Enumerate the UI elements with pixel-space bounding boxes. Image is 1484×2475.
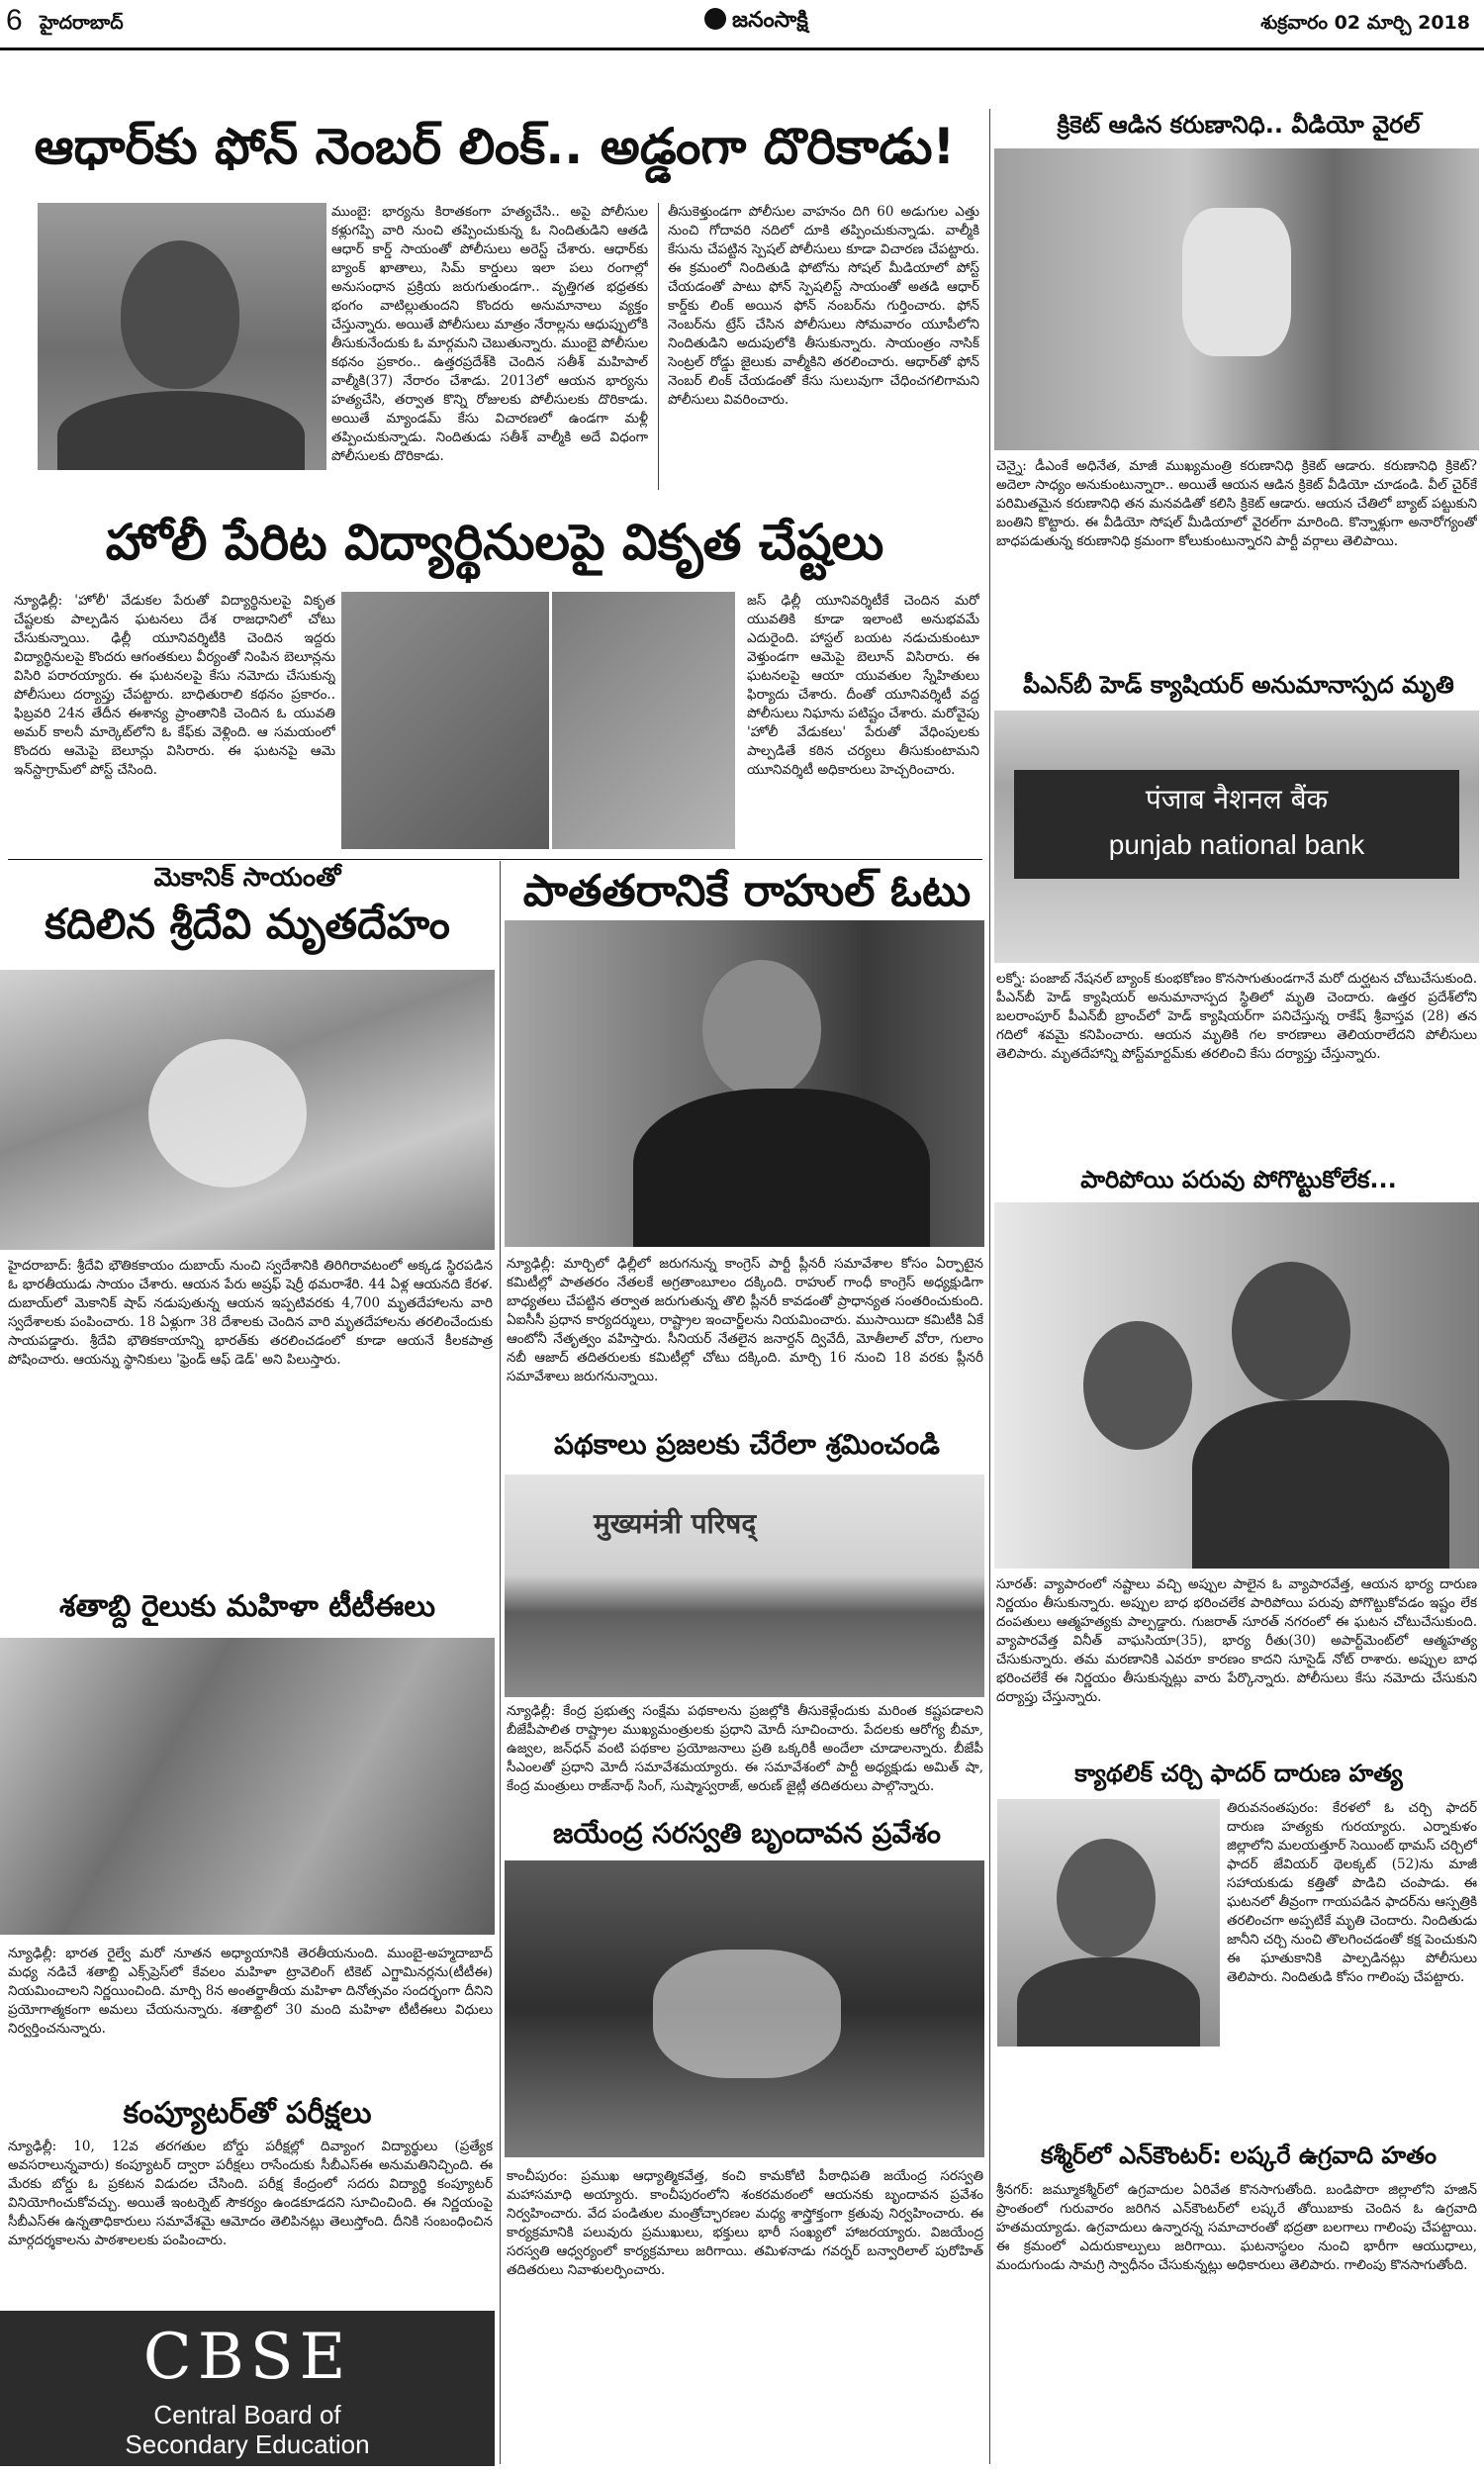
masthead-logo-icon bbox=[704, 8, 726, 30]
priest-photo bbox=[997, 1799, 1220, 2047]
shatabdi-photo bbox=[0, 1638, 495, 1935]
pnb-sign-english: punjab national bank bbox=[1108, 829, 1365, 860]
karunanidhi-body: చెన్నై: డీఎంకే అధినేత, మాజీ ముఖ్యమంత్రి కరుణానిధి క్రికెట్ ఆడారు. కరుణానిధి క్రికెట్? అదెలా సాధ్యం అనుకుంటున్నారా.. అయితే ఆయన ఆడిన క్రికెట్ వీడియో చూడండి. వీల్ చైర్‌కే పరిమితమైన కరుణానిధి తన మనవడితో కలిసి క్రికెట్ ఆడారు. ఆయన చేతిలో బ్యాట్ పట్టుకుని బంతిని కొట్టారు. ఈ వీడియో సోషల్ మీడియాలో వైరల్‌గా మారింది. కొన్నాళ్లుగా అనారోగ్యంతో బాధపడుతున్న కరుణానిధి క్రమంగా కోలుకుంటున్నారని పార్టీ వర్గాలు తెలిపాయి. bbox=[996, 458, 1477, 549]
holi-photo-left bbox=[341, 592, 549, 849]
rahul-body: న్యూఢిల్లీ: మార్చిలో ఢిల్లీలో జరుగనున్న కాంగ్రెస్ పార్టీ ప్లీనరీ సమావేశాల కోసం ఏర్పాటైన కమిటీల్లో పాతతరం నేతలకే అగ్రతాంబూలం దక్కింది. రాహుల్ గాంధీ కాంగ్రెస్ అధ్యక్షుడిగా బాధ్యతలు చేపట్టిన తర్వాత జరుగుతున్న తొలి ప్లీనరీ కావడంతో ప్రాధాన్యత సంతరించుకుంది. ఏఐసీసీ ప్రధాన కార్యదర్శులు, రాష్ట్రాల ఇంచార్జ్‌లను నియమించారు. ముసాయిదా కమిటీకి ఏకే ఆంటోనీ నేతృత్వం వహిస్తారు. సీనియర్ నేతలైన జనార్దన్ ద్వివేదీ, మోతీలాల్ వోరా, గులాం నబీ ఆజాద్ తదితరులకు కమిటీల్లో చోటు దక్కింది. మార్చి 16 నుంచి 18 వరకు ప్లీనరీ సమావేశాలు జరుగనున్నాయి. bbox=[507, 1256, 983, 1384]
jayendra-headline: జయేంద్ర సరస్వతి బృందావన ప్రవేశం bbox=[553, 1817, 941, 1850]
jayendra-body: కాంచీపురం: ప్రముఖ ఆధ్యాత్మికవేత్త, కంచి కామకోటి పీఠాధిపతి జయేంద్ర సరస్వతి మహాసమాధి అయ్యారు. కాంచీపురంలోని శంకరమఠంలో ఆయనకు బృందావన ప్రవేశం నిర్వహించారు. వేద పండితుల మంత్రోచ్ఛారణల మధ్య శాస్త్రోక్తంగా క్రతువు నిర్వహించారు. ఈ కార్యక్రమానికి పలువురు ప్రముఖులు, భక్తులు భారీ సంఖ్యలో హాజరయ్యారు. విజయేంద్ర సరస్వతి ఆధ్వర్యంలో కార్యక్రమాలు జరిగాయి. తమిళనాడు గవర్నర్ బన్వారిలాల్ పురోహిత్ తదితరులు నివాళులర్పించారు. bbox=[507, 2168, 983, 2278]
surat-body: సూరత్: వ్యాపారంలో నష్టాలు వచ్చి అప్పుల పాలైన ఓ వ్యాపారవేత్త, ఆయన భార్య దారుణ నిర్ణయం తీసుకున్నారు. అప్పుల బాధ భరించలేక పారిపోయి పరువు పోగొట్టుకోవడం ఇష్టం లేక దంపతులు ఆత్మహత్యకు పాల్పడ్డారు. గుజరాత్ సూరత్ నగరంలో ఈ ఘటన చోటుచేసుకుంది. వ్యాపారవేత్త వినీత్ వాఘసియా(35), భార్య రీతు(30) అపార్ట్‌మెంట్‌లో ఆత్మహత్య చేసుకున్నారు. తమ మరణానికి ఎవరూ కారణం కాదని సూసైడ్ నోట్ రాశారు. అప్పుల బాధ భరించలేకే ఈ నిర్ణయం తీసుకున్నట్లు వారు పేర్కొన్నారు. పోలీసులు కేసు నమోదు చేసుకుని దర్యాప్తు చేస్తున్నారు. bbox=[996, 1576, 1477, 1705]
section-name: హైదరాబాద్ bbox=[40, 12, 124, 34]
schemes-photo bbox=[505, 1475, 984, 1697]
schemes-headline: పథకాలు ప్రజలకు చేరేలా శ్రమించండి bbox=[554, 1428, 940, 1461]
cbse-logo-line2: Secondary Education bbox=[125, 2429, 370, 2459]
middle-column-divider bbox=[500, 861, 501, 2464]
sridevi-headline: కదిలిన శ్రీదేవి మృతదేహం bbox=[45, 900, 450, 948]
aadhaar-body-col2: తీసుకెళ్తుండగా పోలీసుల వాహనం దిగి 60 అడుగుల ఎత్తు నుంచి గోదావరి నదిలో దూకి తప్పించుకున్నాడు. వాల్మీకి కేసును చేపట్టిన స్పెషల్ పోలీసులు కూడా విచారణ చేపట్టారు. ఈ క్రమంలో నిందితుడి ఫోటోను సోషల్ మీడియాలో పోస్ట్ చేయడంతో పాటు ఫోన్ స్పెషలిస్ట్ సాయంతో అతడి ఆధార్ కార్డ్‌కు లింక్ అయిన ఫోన్ నంబర్‌ను గుర్తించారు. ఫోన్ నెంబర్‌ను ట్రేస్ చేసిన పోలీసులు సోమవారం యూపీలోని నిందితుడిని అదుపులోకి తీసుకున్నారు. సాయంత్రం నాసిక్ సెంట్రల్ రోడ్డు జైలుకు వాల్మీకిని తరలించారు. ఆధార్‌తో ఫోన్ నెంబర్ లింక్ చేయడంతో కేసు సులువుగా చేధించగలిగామని పోలీసులు వివరించారు. bbox=[668, 204, 979, 408]
aadhaar-suspect-photo bbox=[38, 203, 326, 470]
masthead: జనంసాక్షి bbox=[732, 8, 808, 33]
aadhaar-headline: ఆధార్‌కు ఫోన్ నెంబర్ లింక్.. అడ్డంగా దొరికాడు! bbox=[34, 118, 956, 175]
aadhaar-body-col1: ముంబై: భార్యను కిరాతకంగా హత్యచేసి.. అపై పోలీసుల కళ్లుగప్పి వారి నుంచి తప్పించుకున్న ఓ నిందితుడిని ఆతడి ఆధార్ కార్డ్ సాయంతో పోలీసులు అరెస్ట్ చేశారు. ఆధార్‌కు బ్యాంక్ ఖాతాలు, సిమ్ కార్డులు ఇలా పలు రంగాల్లో అనుసంధాన ప్రక్రియ జరుగుతుండగా.. వృత్తిగత భధ్రతకు భంగం వాటిల్లుతుందని కొందరు అనుమానాలు వ్యక్తం చేస్తున్నారు. అయితే పోలీసులు మాత్రం నేరాల్లను ఆధుప్పులోకి తీసుకునేందుకు ఓ మార్గమని చెబుతున్నారు. ముంబై పోలీసుల కథనం ప్రకారం.. ఉత్తరప్రదేశ్‌కి చెందిన సతీశ్ మహిపాల్ వాల్మీకి(37) నేరారం చేశాడు. 2013లో ఆయన భార్యను హత్యచేసి, తర్వాత కొన్ని రోజులకు పోలీసులకు దొరికాడు. అయితే మ్యాండమ్ కేసు విచారణలో ఉండగా మళ్లీ తప్పించుకున్నాడు. నిందితుడు సతీశ్ వాల్మీకి అదే విధంగా పోలీసులకు దొరికాడు. bbox=[331, 204, 648, 464]
cbse-logo bbox=[0, 2311, 495, 2466]
rahul-photo bbox=[505, 920, 984, 1247]
rahul-headline: పాతతరానికే రాహుల్ ఓటు bbox=[522, 866, 972, 916]
jayendra-photo bbox=[505, 1860, 984, 2157]
issue-date: శుక్రవారం 02 మార్చి 2018 bbox=[1260, 12, 1470, 34]
header-rule bbox=[0, 48, 1484, 50]
surat-couple-photo bbox=[994, 1202, 1479, 1569]
priest-headline: క్యాథలిక్ చర్చి ఫాదర్ దారుణ హత్య bbox=[1074, 1760, 1403, 1787]
aadhaar-col-divider bbox=[658, 203, 659, 490]
pnb-sign-hindi: पंजाब नैशनल बैंक bbox=[1145, 783, 1329, 815]
holi-headline: హోలీ పేరిట విద్యార్థినులపై వికృత చేష్టలు bbox=[105, 514, 884, 571]
surat-headline: పారిపోయి పరువు పోగొట్టుకోలేక... bbox=[1080, 1166, 1397, 1193]
karunanidhi-headline: క్రికెట్ ఆడిన కరుణానిధి.. వీడియో వైరల్ bbox=[1057, 111, 1421, 139]
priest-body: తిరువనంతపురం: కేరళలో ఓ చర్చి ఫాదర్ దారుణ హత్యకు గురయ్యారు. ఎర్నాకుళం జిల్లాలోని మలయత్తూర్ సెయింట్ థామస్ చర్చిలో ఫాదర్ జేవియర్ థెలక్కట్ (52)ను మాజీ సహాయకుడు కత్తితో పొడిచి చంపాడు. ఈ ఘటనలో తీవ్రంగా గాయపడిన ఫాదర్‌ను ఆస్పత్రికి తరలించగా అప్పటికే మృతి చెందారు. నిందితుడు జానీని చర్చి నుంచి తొలగించడంతో కక్ష పెంచుకుని ఈ ఘాతుకానికి పాల్పడినట్లు పోలీసులు తెలిపారు. నిందితుడి కోసం గాలింపు చేపట్టారు. bbox=[1227, 1800, 1477, 1985]
page-header bbox=[0, 0, 1484, 49]
sridevi-body: హైదరాబాద్: శ్రీదేవి భౌతికకాయం దుబాయ్ నుంచి స్వదేశానికి తిరిగిరావటంలో అక్కడ స్థిరపడిన ఓ భారతీయుడు సాయం చేశారు. ఆయన పేరు అష్రఫ్ షెర్రీ థమరాశేరి. 44 ఏళ్ల ఆయనది కేరళ. దుబాయ్‌లో మెకానిక్ షాప్ నడుపుతున్న ఆయన ఇప్పటివరకు 4,700 మృతదేహాలను వారి స్వదేశాలకు పంపించారు. 18 ఏళ్లుగా 38 దేశాలకు చెందిన వారి మృతదేహాలను తరలించేందుకు సాయపడ్డారు. శ్రీదేవి భౌతికకాయాన్ని భారత్‌కు తరలించడంలో కూడా ఆయనే కీలకపాత్ర పోషించారు. ఆయన్ను స్థానికులు 'ఫ్రెండ్ ఆఫ్ డెడ్' అని పిలుస్తారు. bbox=[8, 1258, 493, 1368]
page-number: 6 bbox=[6, 4, 23, 37]
kashmir-body: శ్రీనగర్: జమ్మూకశ్మీర్‌లో ఉగ్రవాదుల ఏరివేత కొనసాగుతోంది. బండిపొరా జిల్లాలోని హజిన్ ప్రాంతంలో గురువారం జరిగిన ఎన్‌కౌంటర్‌లో లష్కరే తోయిబాకు చెందిన ఓ ఉగ్రవాది హతమయ్యాడు. ఉగ్రవాదులు ఉన్నారన్న సమాచారంతో భద్రతా బలగాలు గాలింపు చేపట్టాయి. ఈ క్రమంలో ఎదురుకాల్పులు జరిగాయి. ఘటనాస్థలం నుంచి భారీగా ఆయుధాలు, మందుగుండు సామగ్రి స్వాధీనం చేసుకున్నట్లు అధికారులు తెలిపారు. గాలింపు కొనసాగుతోంది. bbox=[996, 2182, 1477, 2273]
schemes-banner: मुख्यमंत्री परिषद् bbox=[594, 1507, 757, 1540]
holi-body-col2: జస్ ఢిల్లీ యూనివర్శిటీకే చెందిన మరో యువతికి కూడా ఇలాంటి అనుభవమే ఎదురైంది. హాస్టల్ బయట నడుచుకుంటూ వెళ్తుండగా ఆమెపై బెలూన్ విసిరారు. ఈ ఘటనలపై ఆయా యువతుల స్నేహితులు ఫిర్యాదు చేశారు. దీంతో యూనివర్శిటీ వద్ద పోలీసులు నిఘాను పటిష్టం చేశారు. మరోవైపు 'హోలీ వేడుకలు' పేరుతో వేధింపులకు పాల్పడితే కఠిన చర్యలు తీసుకుంటామని యూనివర్శిటీ అధికారులు హెచ్చరించారు. bbox=[747, 593, 979, 778]
sridevi-photo bbox=[0, 970, 495, 1250]
kashmir-headline: కశ్మీర్‌లో ఎన్‌కౌంటర్: లష్కరే ఉగ్రవాది హతం bbox=[1040, 2142, 1438, 2169]
right-column-divider bbox=[989, 109, 990, 2464]
sridevi-kicker: మెకానిక్ సాయంతో bbox=[153, 863, 341, 893]
cbse-logo-line1: Central Board of bbox=[153, 2400, 341, 2429]
computer-body: న్యూఢిల్లీ: 10, 12వ తరగతుల బోర్డు పరీక్షల్లో దివ్యాంగ విద్యార్థులు (ప్రత్యేక అవసరాలున్నవారు) కంప్యూటర్ ద్వారా పరీక్షలు రాసేందుకు సీబీఎస్‌ఈ అనుమతినిచ్చింది. ఈ మేరకు బోర్డు ఓ ప్రకటన విడుదల చేసింది. పరీక్ష కేంద్రంలో సదరు విద్యార్థి కంప్యూటర్ వినియోగించుకోవచ్చు. అయితే ఇంటర్నెట్ సౌకర్యం ఉండకూడదని సూచించింది. ఈ నిర్ణయంపై సీబీఎస్‌ఈ ఉన్నతాధికారులు సమావేశమై ఆమోదం తెలిపినట్లు తెలుస్తోంది. దీనికి సంబంధించిన మార్గదర్శకాలను పాఠశాలలకు పంపించారు. bbox=[8, 2139, 493, 2248]
holi-bottom-rule bbox=[8, 859, 982, 860]
holi-body-col1: న్యూఢిల్లీ: 'హోలీ' వేడుకల పేరుతో విద్యార్థినులపై వికృత చేష్టలకు పాల్పడిన ఘటనలు దేశ రాజధానిలో చోటు చేసుకున్నాయి. ఢిల్లీ యూనివర్శిటీకి చెందిన ఇద్దరు విద్యార్థినులపై కొందరు ఆగంతకులు వీర్యంతో నింపిన బెలూన్లను విసిరి పరారయ్యారు. ఈ ఘటనలపై కేసు నమోదు చేసుకున్న పోలీసులు దర్యాప్తు చేపట్టారు. బాధితురాలి కథనం ప్రకారం.. ఫిబ్రవరి 24న తేదీన ఈశాన్య ప్రాంతానికి చెందిన ఓ యువతి అమర్ కాలనీ మార్కెట్‌లోని ఓ కేఫ్‌కు వెళ్లింది. ఆ సమయంలో కొందరు ఆమెపై బెలూన్లు విసిరారు. ఈ ఘటనపై ఆమె ఇన్‌స్టాగ్రామ్‌లో పోస్ట్ చేసింది. bbox=[14, 593, 335, 778]
schemes-body: న్యూఢిల్లీ: కేంద్ర ప్రభుత్వ సంక్షేమ పథకాలను ప్రజల్లోకి తీసుకెళ్లేందుకు మరింత కష్టపడాలని బీజేపీపాలిత రాష్ట్రాల ముఖ్యమంత్రులకు ప్రధాని మోదీ సూచించారు. పేదలకు ఆరోగ్య బీమా, ఉజ్వల, జన్‌ధన్ వంటి పథకాల ప్రయోజనాలు ప్రతి ఒక్కరికీ అందేలా చూడాలన్నారు. బీజేపీ సీఎంలతో ప్రధాని మోదీ సమావేశమయ్యారు. ఈ సమావేశంలో పార్టీ అధ్యక్షుడు అమిత్ షా, కేంద్ర మంత్రులు రాజ్‌నాథ్ సింగ్, సుష్మాస్వరాజ్, అరుణ్ జైట్లీ తదితరులు పాల్గొన్నారు. bbox=[507, 1703, 983, 1794]
pnb-sign bbox=[1014, 770, 1459, 879]
holi-photo-right bbox=[552, 592, 735, 849]
cbse-logo-title: CBSE bbox=[142, 2321, 352, 2394]
pnb-headline: పీఎన్‌బీ హెడ్ క్యాషియర్ అనుమానాస్పద మృతి bbox=[1023, 671, 1454, 699]
pnb-photo bbox=[994, 711, 1479, 963]
shatabdi-headline: శతాబ్ది రైలుకు మహిళా టీటీఈలు bbox=[58, 1589, 436, 1624]
computer-headline: కంప్యూటర్‌తో పరీక్షలు bbox=[123, 2096, 372, 2131]
shatabdi-body: న్యూఢిల్లీ: భారత రైల్వే మరో నూతన అధ్యాయానికి తెరతీయనుంది. ముంబై-అహ్మదాబాద్ మధ్య నడిచే శతాబ్ది ఎక్స్‌ప్రెస్‌లో కేవలం మహిళా ట్రావెలింగ్ టికెట్ ఎగ్జామినర్లను(టీటీఈ) నియమించాలని నిర్ణయించింది. మార్చి 8న అంతర్జాతీయ మహిళా దినోత్సవం సందర్భంగా దీనిని ప్రయోగాత్మకంగా అమలు చేయనున్నారు. శతాబ్దిలో 30 మంది మహిళా టీటీఈలు విధులు నిర్వర్తించనున్నారు. bbox=[8, 1946, 493, 2037]
pnb-body: లక్నో: పంజాబ్ నేషనల్ బ్యాంక్ కుంభకోణం కొనసాగుతుండగానే మరో దుర్ఘటన చోటుచేసుకుంది. పీఎన్‌బీ హెడ్ క్యాషియర్ అనుమానాస్పద స్థితిలో మృతి చెందారు. ఉత్తర ప్రదేశ్‌లోని బలరాంపూర్ పీఎన్‌బీ బ్రాంచ్‌లో హెడ్ క్యాషియర్‌గా పనిచేస్తున్న రాకేష్ శ్రీవాస్తవ (28) తన గదిలో శవమై కనిపించారు. ఆయన మృతికి గల కారణాలు తెలియరాలేదని పోలీసులు తెలిపారు. మృతదేహాన్ని పోస్ట్‌మార్టమ్‌కు తరలించి కేసు దర్యాప్తు చేస్తున్నారు. bbox=[996, 971, 1477, 1062]
karunanidhi-photo bbox=[994, 148, 1479, 450]
